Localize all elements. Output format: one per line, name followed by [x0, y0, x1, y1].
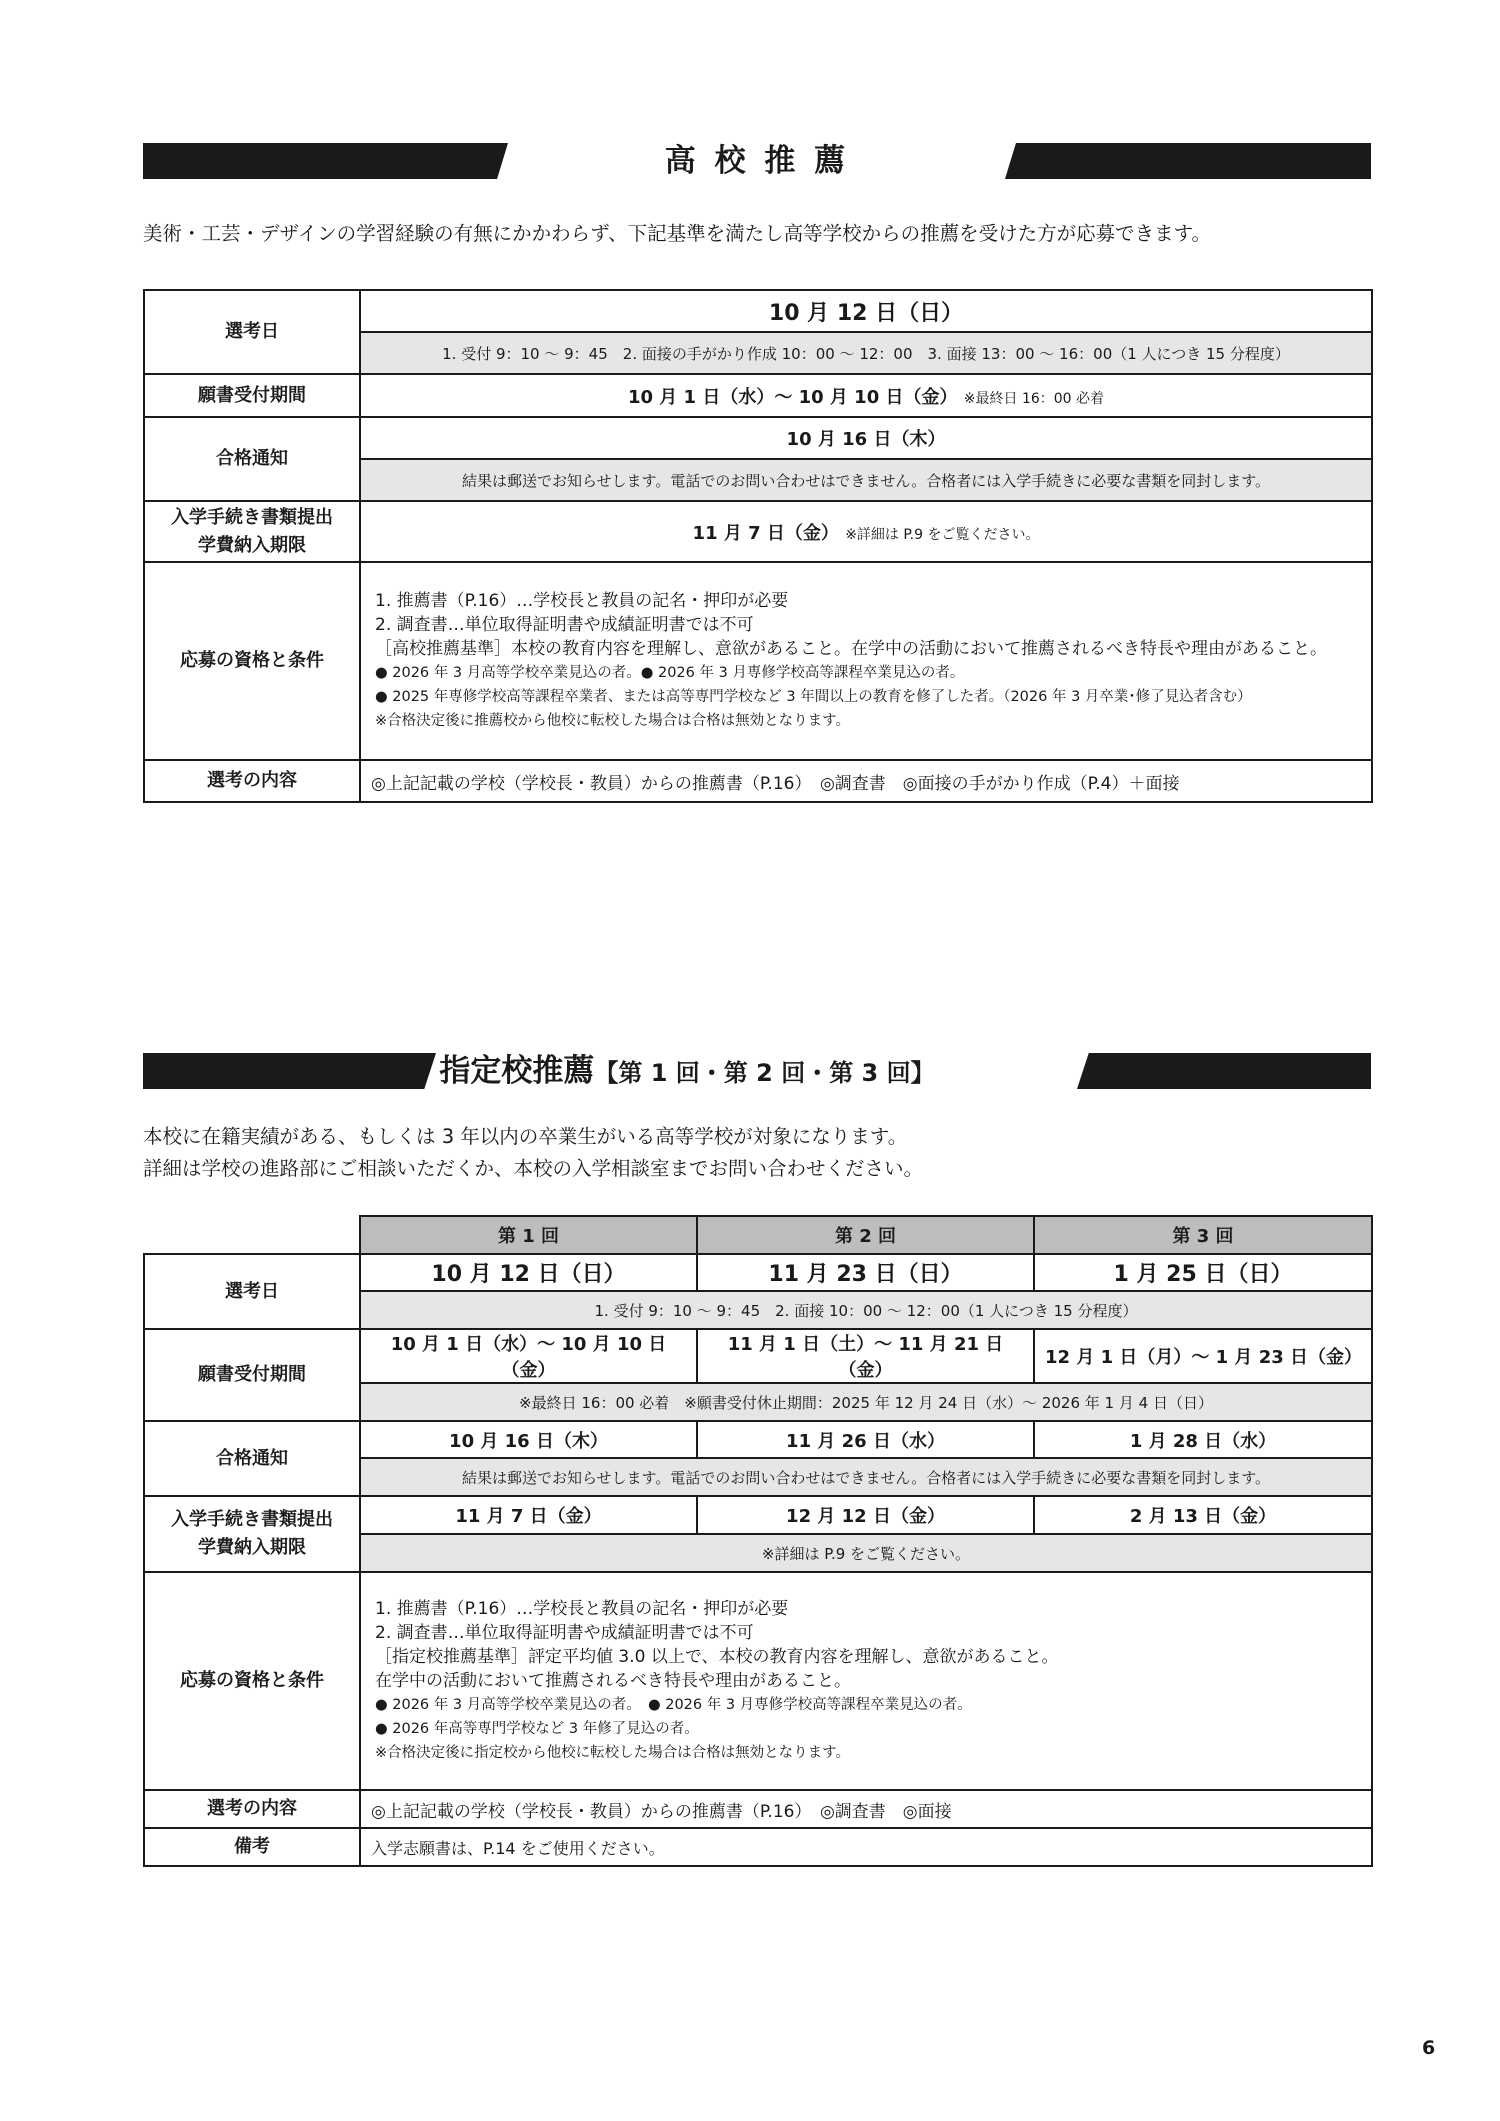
condition-item: 在学中の活動において推薦されるべき特長や理由があること。 [375, 1671, 851, 1691]
selection-label: 選考の内容 [144, 760, 360, 802]
enrollment-date-round3: 2 月 13 日（金） [1034, 1496, 1372, 1534]
application-period-round2: 11 月 1 日（土）～ 11 月 21 日（金） [697, 1329, 1034, 1383]
remarks-label: 備考 [144, 1828, 360, 1866]
condition-item: 2. 調査書…単位取得証明書や成績証明書では不可 [375, 1623, 754, 1643]
section2-title-sub: 【第 1 回・第 2 回・第 3 回】 [594, 1059, 935, 1087]
round-header: 第 3 回 [1034, 1216, 1372, 1254]
application-period-value: 10 月 1 日（水）～ 10 月 10 日（金） [627, 386, 958, 408]
result-date-round1: 10 月 16 日（木） [360, 1421, 697, 1458]
section2-title-wrap [343, 1049, 1031, 1095]
enrollment-note: ※詳細は P.9 をご覧ください。 [845, 526, 1040, 543]
result-date: 10 月 16 日（木） [360, 417, 1372, 459]
section2-header [143, 1053, 1371, 1089]
enrollment-label-line2: 学費納入期限 [198, 1537, 306, 1558]
exam-date-round1: 10 月 12 日（日） [360, 1254, 697, 1291]
enrollment-note: ※詳細は P.9 をご覧ください。 [360, 1534, 1372, 1572]
application-period-label: 願書受付期間 [144, 374, 360, 417]
condition-bullet: ● 2026 年 3 月高等学校卒業見込の者。 ● 2026 年 3 月専修学校高等課程卒業見込の者。 [375, 1697, 972, 1713]
condition-note: ※合格決定後に指定校から他校に転校した場合は合格は無効となります。 [375, 1745, 850, 1761]
application-period-round1: 10 月 1 日（水）～ 10 月 10 日（金） [360, 1329, 697, 1383]
qualification-conditions [360, 562, 1372, 760]
exam-date-round3: 1 月 25 日（日） [1034, 1254, 1372, 1291]
result-label: 合格通知 [144, 1421, 360, 1496]
exam-date-note: 1. 受付 9：10 ～ 9：45 2. 面接 10：00 ～ 12：00（1 人につき 15 分程度） [360, 1291, 1372, 1329]
condition-item: 1. 推薦書（P.16）…学校長と教員の記名・押印が必要 [375, 591, 789, 611]
condition-bullet: ● 2026 年高等専門学校など 3 年修了見込の者。 [375, 1721, 699, 1737]
condition-item: 1. 推薦書（P.16）…学校長と教員の記名・押印が必要 [375, 1599, 789, 1619]
enrollment-date: 11 月 7 日（金） [692, 522, 839, 544]
result-label: 合格通知 [144, 417, 360, 501]
header-bar-right [1077, 1053, 1371, 1089]
section1-intro: 美術・工芸・デザインの学習経験の有無にかかわらず、下記基準を満たし高等学校からの推薦を受けた方が応募できます。 [143, 222, 1212, 245]
exam-date-label: 選考日 [144, 1254, 360, 1329]
application-period-label: 願書受付期間 [144, 1329, 360, 1421]
high-school-recommendation-table [143, 289, 1373, 803]
application-period-round3: 12 月 1 日（月）～ 1 月 23 日（金） [1034, 1329, 1372, 1383]
designated-school-recommendation-table [143, 1215, 1373, 1867]
condition-note: ※合格決定後に推薦校から他校に転校した場合は合格は無効となります。 [375, 713, 850, 729]
section1-title: 高 校 推 薦 [664, 143, 850, 179]
enrollment-label-line1: 入学手続き書類提出 [171, 1509, 333, 1530]
section2-intro-line1: 本校に在籍実績がある、もしくは 3 年以内の卒業生がいる高等学校が対象になります。 [143, 1125, 908, 1148]
enrollment-label-line2: 学費納入期限 [198, 534, 306, 556]
exam-date-note: 1. 受付 9：10 ～ 9：45 2. 面接の手がかり作成 10：00 ～ 12：00 3. 面接 13：00 ～ 16：00（1 人につき 15 分程度） [360, 332, 1372, 374]
condition-bullet: ● 2025 年専修学校高等課程卒業者、または高等専門学校など 3 年間以上の教育を修了した者。（2026 年 3 月卒業･修了見込者含む） [375, 689, 1252, 705]
condition-item: 2. 調査書…単位取得証明書や成績証明書では不可 [375, 615, 754, 635]
application-period-note: ※最終日 16：00 必着 ※願書受付休止期間：2025 年 12 月 24 日（水）～ 2026 年 1 月 4 日（日） [360, 1383, 1372, 1421]
application-period-note: ※最終日 16：00 必着 [963, 390, 1105, 407]
application-period-cell [360, 374, 1372, 417]
section2-title: 指定校推薦 [439, 1053, 595, 1089]
section1-header [143, 143, 1371, 179]
enrollment-label-line1: 入学手続き書類提出 [171, 506, 333, 528]
enrollment-cell [360, 501, 1372, 562]
page-number: 6 [1422, 2037, 1436, 2059]
section2-intro-line2: 詳細は学校の進路部にご相談いただくか、本校の入学相談室までお問い合わせください。 [143, 1157, 924, 1180]
enrollment-date-round2: 12 月 12 日（金） [697, 1496, 1034, 1534]
condition-item: ［指定校推薦基準］評定平均値 3.0 以上で、本校の教育内容を理解し、意欲があること。 [375, 1647, 1059, 1667]
exam-date-label: 選考日 [144, 290, 360, 374]
exam-date-round2: 11 月 23 日（日） [697, 1254, 1034, 1291]
qualification-label: 応募の資格と条件 [144, 562, 360, 760]
qualification-label: 応募の資格と条件 [144, 1572, 360, 1790]
round-header: 第 2 回 [697, 1216, 1034, 1254]
exam-date-value: 10 月 12 日（日） [360, 290, 1372, 332]
selection-label: 選考の内容 [144, 1790, 360, 1828]
enrollment-label [144, 501, 360, 562]
corner-cell [144, 1216, 360, 1254]
qualification-conditions [360, 1572, 1372, 1790]
enrollment-date-round1: 11 月 7 日（金） [360, 1496, 697, 1534]
enrollment-label [144, 1496, 360, 1572]
round-header: 第 1 回 [360, 1216, 697, 1254]
condition-item: ［高校推薦基準］本校の教育内容を理解し、意欲があること。在学中の活動において推薦されるべき特長や理由があること。 [375, 639, 1327, 659]
result-note: 結果は郵送でお知らせします。電話でのお問い合わせはできません。合格者には入学手続きに必要な書類を同封します。 [360, 459, 1372, 501]
result-note: 結果は郵送でお知らせします。電話でのお問い合わせはできません。合格者には入学手続きに必要な書類を同封します。 [360, 1458, 1372, 1496]
selection-content: ◎上記記載の学校（学校長・教員）からの推薦書（P.16） ◎調査書 ◎面接 [360, 1790, 1372, 1828]
result-date-round2: 11 月 26 日（水） [697, 1421, 1034, 1458]
header-bar-right [1005, 143, 1371, 179]
selection-content: ◎上記記載の学校（学校長・教員）からの推薦書（P.16） ◎調査書 ◎面接の手がかり作成（P.4）＋面接 [360, 760, 1372, 802]
condition-bullet: ● 2026 年 3 月高等学校卒業見込の者。● 2026 年 3 月専修学校高等課程卒業見込の者。 [375, 665, 965, 681]
result-date-round3: 1 月 28 日（水） [1034, 1421, 1372, 1458]
remarks-content: 入学志願書は、P.14 をご使用ください。 [360, 1828, 1372, 1866]
